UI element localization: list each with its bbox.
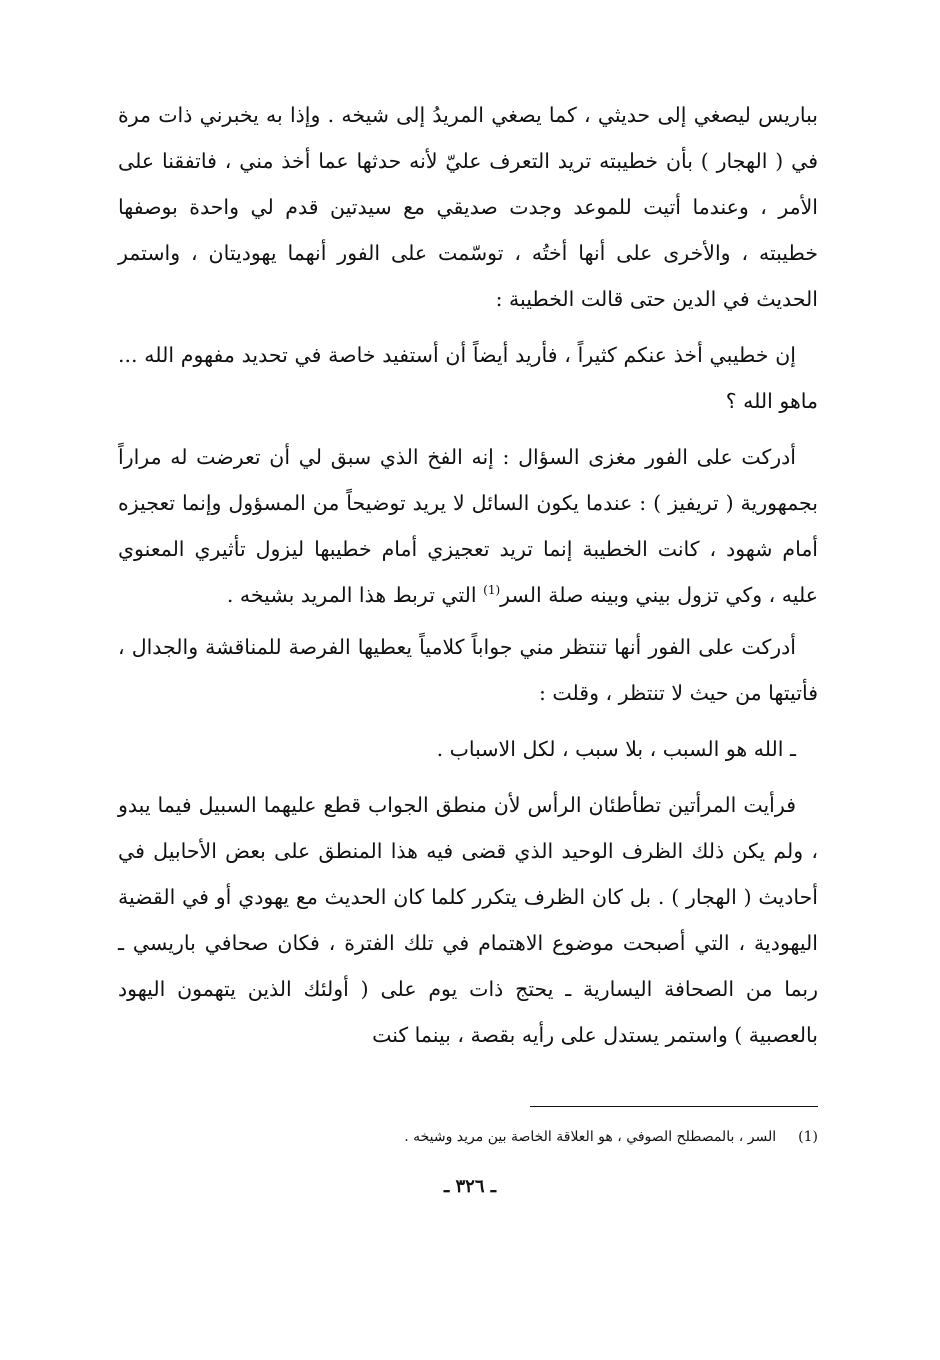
paragraph-6: فرأيت المرأتين تطأطئان الرأس لأن منطق الجواب قطع عليهما السبيل فيما يبدو ، ولم يكن ذلك الظرف الوحيد الذي قضى فيه هذا المنطق على بعض الأحابيل في أحاديث ( الهجار ) . بل كان الظرف يتكرر كلما كان الحديث مع يهودي أو في القضية اليهودية ، التي أصبحت موضوع الاهتمام في تلك الفترة ، فكان صحافي باريسي ـ ربما من الصحافة اليسارية ـ يحتج ذات يوم على ( أولئك الذين يتهمون اليهود بالعصبية ) واستمر يستدل على رأيه بقصة ، بينما كنت: [118, 793, 818, 1047]
footnote: [218, 1126, 818, 1148]
paragraph-3: [118, 434, 818, 618]
footnote-divider: [530, 1106, 818, 1107]
footnote-number: (1): [798, 1129, 818, 1145]
page-number: ـ ٣٢٦ ـ: [443, 1176, 497, 1197]
paragraph-3-before: أدركت على الفور مغزى السؤال : إنه الفخ الذي سبق لي أن تعرضت له مراراً بجمهورية ( تريفيز ) : عندما يكون السائل لا يريد توضيحاً من المسؤول وإنما تعجيزه أمام شهود ، كانت الخطيبة إنما تريد تعجيزي أمام خطيبها ليزول تأثيري المعنوي عليه ، وكي تزول بيني وبينه صلة السر: [118, 445, 818, 607]
paragraph-3-after: التي تربط هذا المريد بشيخه .: [226, 583, 484, 607]
footnote-reference[interactable]: (1): [483, 583, 501, 598]
paragraph-2: إن خطيبي أخذ عنكم كثيراً ، فأريد أيضاً أن أستفيد خاصة في تحديد مفهوم الله ... ماهو الله ؟: [118, 343, 818, 413]
paragraph-4: أدركت على الفور أنها تنتظر مني جواباً كلامياً يعطيها الفرصة للمناقشة والجدال ، فأتيتها من حيث لا تنتظر ، وقلت :: [118, 635, 818, 705]
footnote-text: السر ، بالمصطلح الصوفي ، هو العلاقة الخاصة بين مريد وشيخه .: [404, 1129, 777, 1145]
page-body: [118, 92, 818, 1058]
answer-line: ـ الله هو السبب ، بلا سبب ، لكل الاسباب .: [436, 737, 796, 761]
paragraph-1: بباريس ليصغي إلى حديثي ، كما يصغي المريدُ إلى شيخه . وإذا به يخبرني ذات مرة في ( الهجار ) بأن خطيبته تريد التعرف عليّ لأنه حدثها عما أخذ مني ، فاتفقنا على الأمر ، وعندما أتيت للموعد وجدت صديقي مع سيدتين قدم لي واحدة بوصفها خطيبته ، والأخرى على أنها أختُه ، توسّمت على الفور أنهما يهوديتان ، واستمر الحديث في الدين حتى قالت الخطيبة :: [118, 103, 818, 311]
